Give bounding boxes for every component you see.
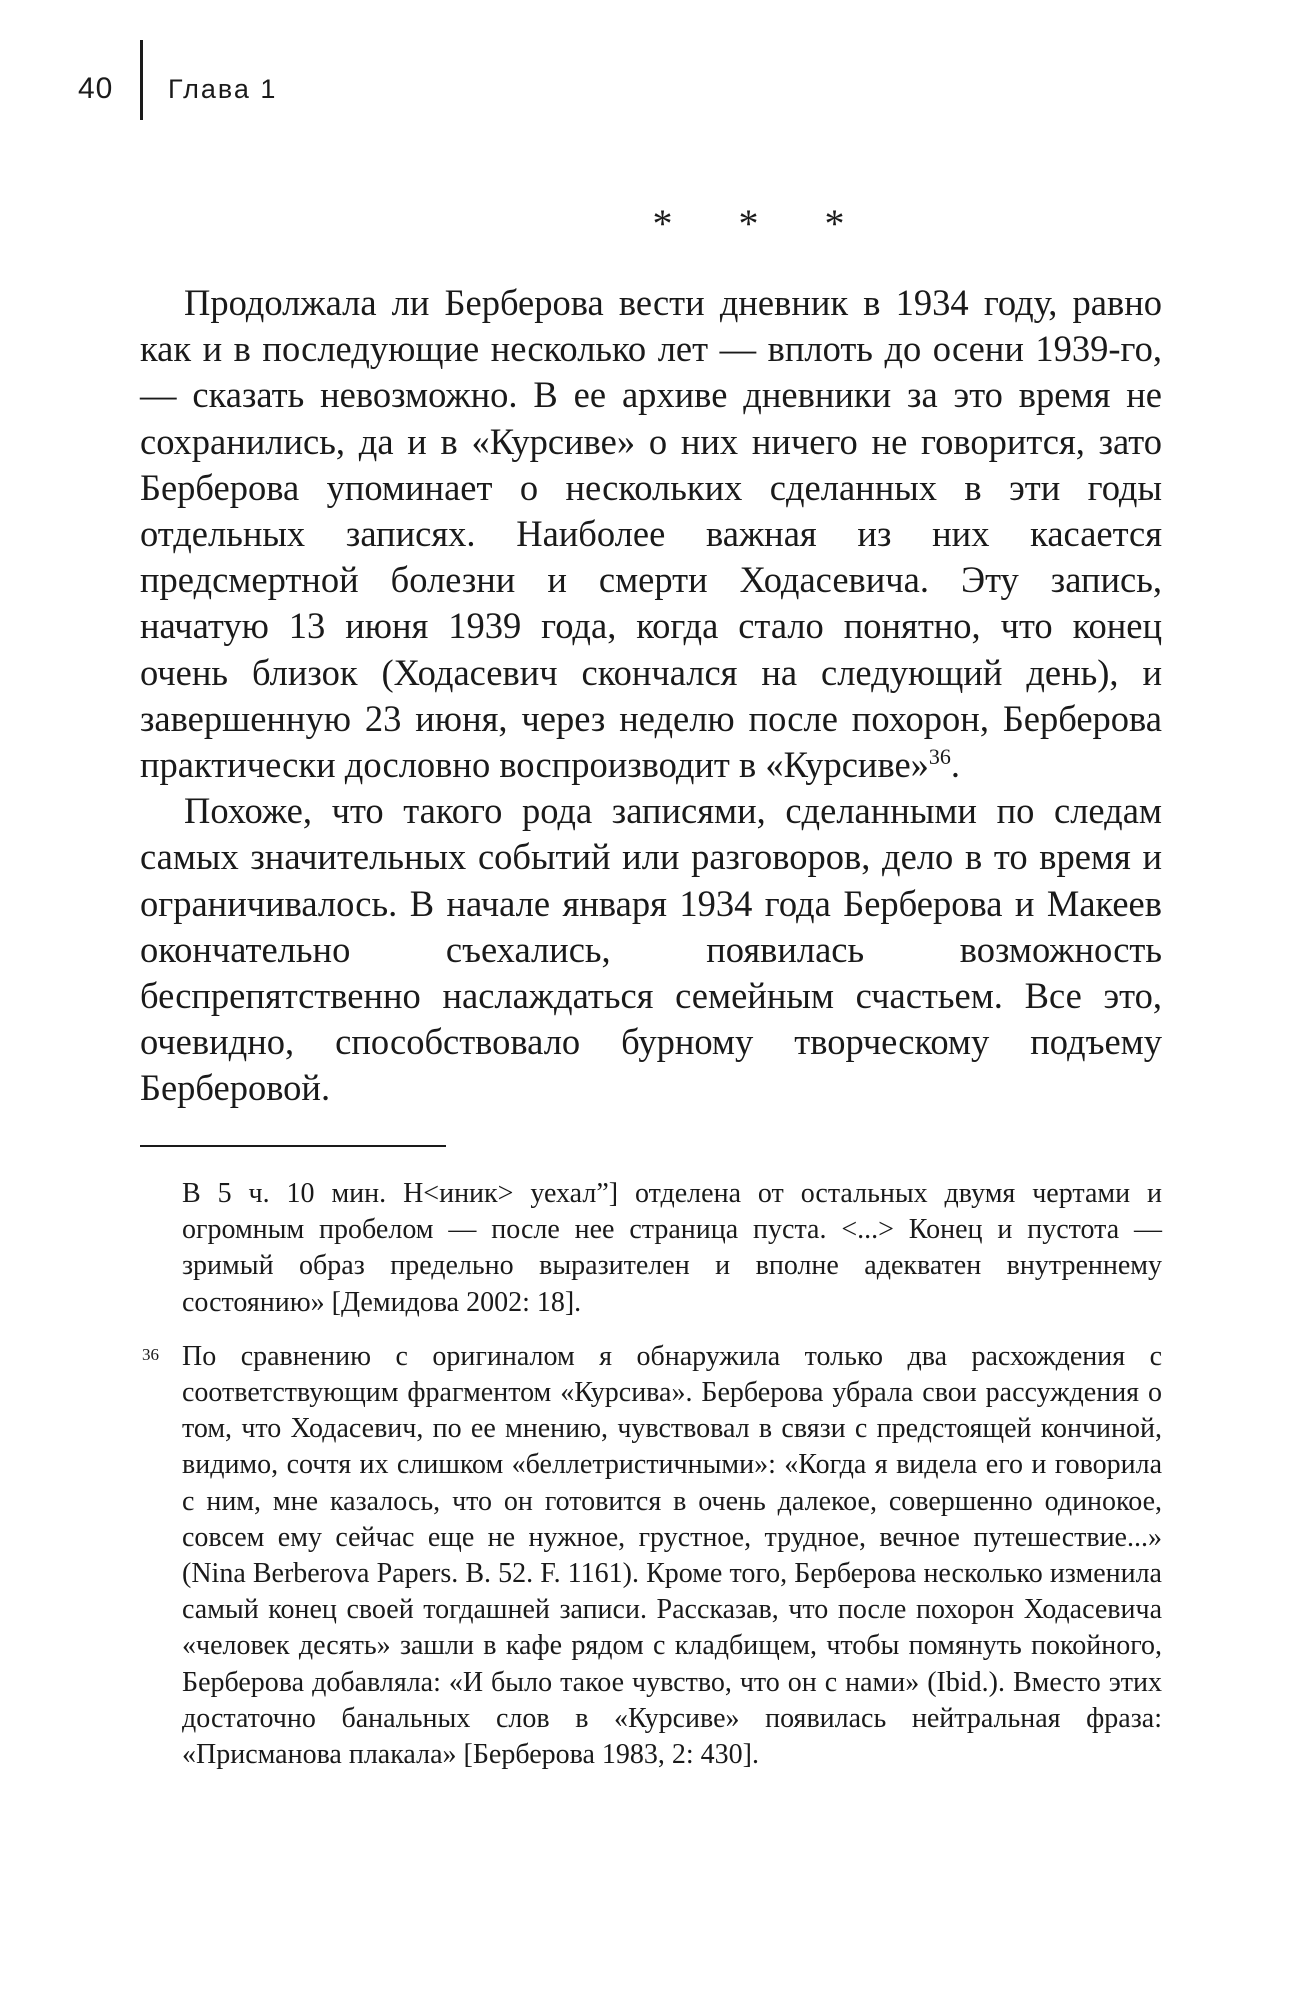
footnote-ref-36[interactable]: 36 xyxy=(928,744,951,770)
footnote-36-text: По сравнению с оригиналом я обнаружила только два расхождения с соответствующим фрагментом «Курсива». Берберова убрала свои рассуждения о том, что Ходасевич, по ее мнению, чувствовал в связи с предстоящей кончиной, видимо, сочтя их слишком «беллетристичными»: «Когда я видела его и говорила с ним, мне казалось, что он готовится в очень далекое, совершенно одинокое, совсем ему сейчас еще не нужное, грустное, трудное, вечное путешествие...» (Nina Berberova Papers. B. 52. F. 1161). Кроме того, Берберова несколько изменила самый конец своей тогдашней записи. Рассказав, что после похорон Ходасевича «человек десять» зашли в кафе рядом с кладбищем, чтобы помянуть покойного, Берберова добавляла: «И было такое чувство, что он с нами» (Ibid.). Вместо этих достаточно банальных слов в «Курсиве» появилась нейтральная фраза: «Присманова плакала» [Берберова 1983, 2: 430]. xyxy=(182,1340,1162,1771)
paragraph-1 xyxy=(140,280,1162,788)
page-number: 40 xyxy=(78,72,114,105)
footnote-36 xyxy=(142,1339,1162,1773)
section-break: * * * xyxy=(652,201,873,246)
paragraph-1-end: . xyxy=(950,744,961,786)
footnote-36-marker: 36 xyxy=(142,1344,159,1364)
paragraph-1-text: Продолжала ли Берберова вести дневник в 1934 году, равно как и в последующие несколько лет — вплоть до осени 1939-го, — сказать невозможно. В ее архиве дневники за это время не сохранились, да и в «Курсиве» о них ничего не говорится, зато Берберова упоминает о нескольких сделанных в эти годы отдельных записях. Наиболее важная из них касается предсмертной болезни и смерти Ходасевича. Эту запись, начатую 13 июня 1939 года, когда стало понятно, что конец очень близок (Ходасевич скончался на следующий день), и завершенную 23 июня, через неделю после похорон, Берберова практически дословно воспроизводит в «Курсиве» xyxy=(140,282,1162,786)
header-divider xyxy=(140,40,143,120)
main-text xyxy=(140,280,1162,1112)
chapter-title: Глава 1 xyxy=(168,74,278,104)
footnote-continued: В 5 ч. 10 мин. Н<иник> уехал”] отделена от остальных двумя чертами и огромным пробелом — после нее страница пуста. <...> Конец и пустота — зримый образ предельно выразителен и вполне адекватен внутреннему состоянию» [Демидова 2002: 18]. xyxy=(182,1178,1162,1318)
running-header xyxy=(0,60,1295,120)
paragraph-2: Похоже, что такого рода записями, сделанными по следам самых значительных событий или разговоров, дело в то время и ограничивалось. В начале января 1934 года Берберова и Макеев окончательно съехались, появилась возможность беспрепятственно наслаждаться семейным счастьем. Все это, очевидно, способствовало бурному творческому подъему Берберовой. xyxy=(140,790,1162,1109)
footnote-divider xyxy=(140,1145,446,1147)
footnotes xyxy=(142,1176,1162,1773)
